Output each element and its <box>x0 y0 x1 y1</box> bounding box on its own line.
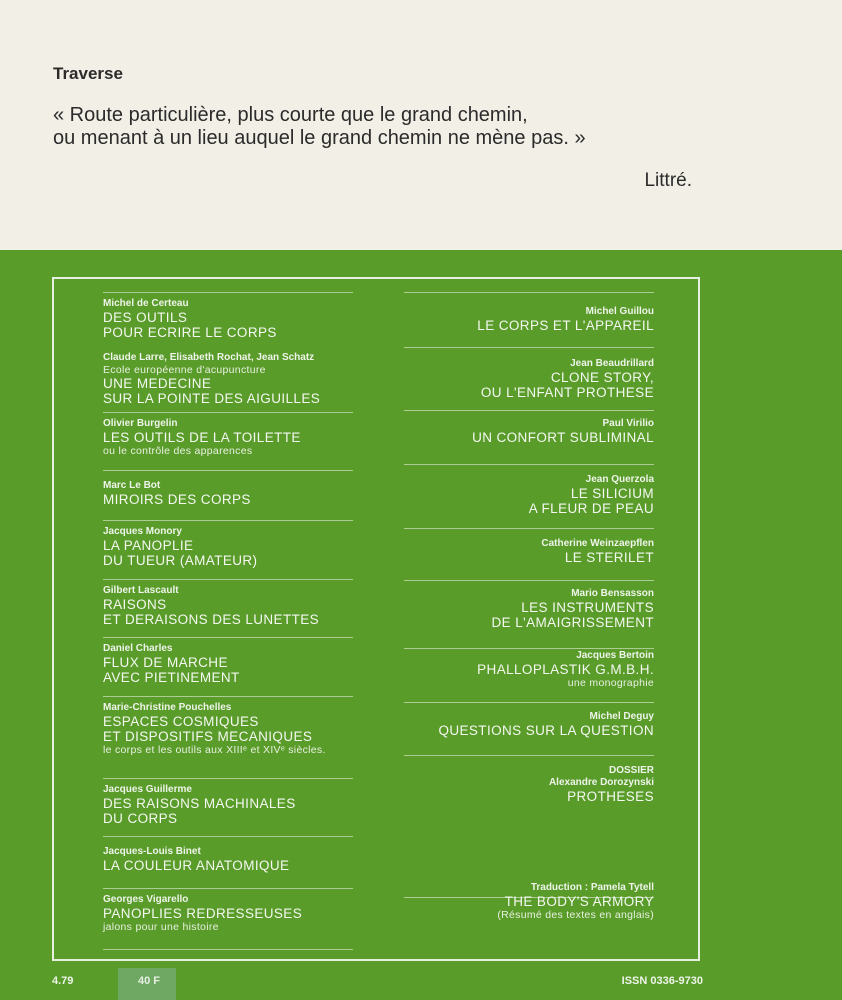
contents-entry <box>404 306 654 333</box>
entry-author: Jacques-Louis Binet <box>103 846 201 857</box>
entry-title-line: DE L'AMAIGRISSEMENT <box>491 615 654 630</box>
issn-number: ISSN 0336-9730 <box>621 975 703 987</box>
separator-rule <box>404 755 654 756</box>
entry-author: Paul Virilio <box>602 418 654 429</box>
entry-title-line: CLONE STORY, <box>550 370 654 385</box>
separator-rule <box>103 696 353 697</box>
contents-entry <box>103 585 353 627</box>
entry-title-line: FLUX DE MARCHE <box>103 655 228 670</box>
separator-rule <box>404 648 654 649</box>
entry-author: Jean Beaudrillard <box>570 358 654 369</box>
issue-number: 4.79 <box>52 975 74 987</box>
entry-author: Traduction : Pamela Tytell <box>530 882 654 893</box>
entry-title-line: OU L'ENFANT PROTHESE <box>480 385 654 400</box>
entry-title-line: ET DERAISONS DES LUNETTES <box>103 612 320 627</box>
entry-title-line: LE CORPS ET L'APPAREIL <box>477 318 654 333</box>
separator-rule <box>404 702 654 703</box>
contents-entry <box>404 474 654 516</box>
entry-subtitle: ou le contrôle des apparences <box>103 445 253 457</box>
entry-author: Alexandre Dorozynski <box>548 777 654 788</box>
contents-entry <box>404 650 654 689</box>
entry-title-line: PANOPLIES REDRESSEUSES <box>103 906 303 921</box>
entry-author: Marie-Christine Pouchelles <box>103 702 232 713</box>
separator-rule <box>404 528 654 529</box>
entry-title-line: DES OUTILS <box>103 310 188 325</box>
entry-title-line: MIROIRS DES CORPS <box>103 492 251 507</box>
contents-entry <box>404 418 654 445</box>
journal-title: Traverse <box>53 64 123 83</box>
entry-author: Daniel Charles <box>103 643 173 654</box>
entry-title-line: SUR LA POINTE DES AIGUILLES <box>103 391 321 406</box>
entry-title-line: DES RAISONS MACHINALES <box>103 796 296 811</box>
dictionary-quote <box>53 104 586 150</box>
price-label: 40 F <box>138 975 161 987</box>
separator-rule <box>103 412 353 413</box>
entry-title-line: DU CORPS <box>103 811 178 826</box>
contents-entry <box>404 765 654 804</box>
separator-rule <box>404 410 654 411</box>
contents-entry <box>103 418 353 457</box>
entry-author: DOSSIER <box>608 765 654 776</box>
entry-author: Jacques Monory <box>103 526 182 537</box>
quote-attribution: Littré. <box>644 170 692 191</box>
entry-title-line: QUESTIONS SUR LA QUESTION <box>438 723 654 738</box>
entry-author: Georges Vigarello <box>103 894 189 905</box>
separator-rule <box>103 292 353 293</box>
contents-entry <box>103 643 353 685</box>
contents-entry <box>404 882 654 921</box>
entry-author: Jacques Bertoin <box>576 650 654 661</box>
entry-subtitle: jalons pour une histoire <box>103 921 219 933</box>
separator-rule <box>103 579 353 580</box>
entry-author: Marc Le Bot <box>103 480 161 491</box>
entry-subtitle: le corps et les outils aux XIIIᵉ et XIVᵉ siècles. <box>103 744 326 756</box>
entry-title-line: A FLEUR DE PEAU <box>528 501 654 516</box>
entry-title-line: ESPACES COSMIQUES <box>103 714 259 729</box>
entry-author: Jean Querzola <box>585 474 654 485</box>
contents-entry <box>404 538 654 565</box>
entry-affiliation: Ecole européenne d'acupuncture <box>103 364 266 376</box>
entry-title-line: RAISONS <box>103 597 167 612</box>
entry-author: Michel Deguy <box>589 711 654 722</box>
contents-entry <box>103 894 353 933</box>
entry-author: Claude Larre, Elisabeth Rochat, Jean Schatz <box>103 352 315 363</box>
entry-author: Mario Bensasson <box>571 588 654 599</box>
quote-line-2: ou menant à un lieu auquel le grand chemin ne mène pas. » <box>53 127 586 149</box>
entry-author: Michel Guillou <box>585 306 654 317</box>
separator-rule <box>404 464 654 465</box>
entry-subtitle: (Résumé des textes en anglais) <box>497 909 654 921</box>
separator-rule <box>103 778 353 779</box>
entry-title-line: ET DISPOSITIFS MECANIQUES <box>103 729 313 744</box>
entry-title-line: POUR ECRIRE LE CORPS <box>103 325 277 340</box>
separator-rule <box>404 292 654 293</box>
entry-title-line: THE BODY'S ARMORY <box>504 894 654 909</box>
contents-entry <box>103 846 353 873</box>
entry-author: Gilbert Lascault <box>103 585 179 596</box>
contents-entry <box>103 298 353 340</box>
separator-rule <box>103 470 353 471</box>
entry-title-line: LE STERILET <box>564 550 654 565</box>
entry-title-line: LES OUTILS DE LA TOILETTE <box>103 430 301 445</box>
contents-entry <box>404 588 654 630</box>
entry-title-line: PHALLOPLASTIK G.M.B.H. <box>477 662 654 677</box>
contents-entry <box>103 526 353 568</box>
entry-author: Catherine Weinzaepflen <box>541 538 654 549</box>
separator-rule <box>103 888 353 889</box>
contents-entry <box>103 702 353 756</box>
separator-rule <box>103 637 353 638</box>
separator-rule <box>404 580 654 581</box>
entry-title-line: LE SILICIUM <box>570 486 654 501</box>
contents-entry <box>404 711 654 738</box>
entry-title-line: AVEC PIETINEMENT <box>103 670 240 685</box>
contents-entry <box>103 784 353 826</box>
separator-rule <box>103 520 353 521</box>
entry-subtitle: une monographie <box>567 677 654 689</box>
entry-title-line: UNE MEDECINE <box>103 376 212 391</box>
contents-entry <box>103 352 353 406</box>
entry-title-line: UN CONFORT SUBLIMINAL <box>472 430 654 445</box>
entry-author: Jacques Guillerme <box>103 784 192 795</box>
entry-title-line: LES INSTRUMENTS <box>521 600 654 615</box>
entry-title-line: LA COULEUR ANATOMIQUE <box>103 858 290 873</box>
separator-rule <box>103 836 353 837</box>
contents-entry <box>404 358 654 400</box>
quote-line-1: « Route particulière, plus courte que le grand chemin, <box>53 104 528 126</box>
entry-title-line: PROTHESES <box>567 789 654 804</box>
contents-entry <box>103 480 353 507</box>
entry-author: Michel de Certeau <box>103 298 189 309</box>
entry-title-line: DU TUEUR (AMATEUR) <box>103 553 258 568</box>
entry-title-line: LA PANOPLIE <box>103 538 194 553</box>
separator-rule <box>404 347 654 348</box>
entry-author: Olivier Burgelin <box>103 418 178 429</box>
separator-rule <box>103 949 353 950</box>
